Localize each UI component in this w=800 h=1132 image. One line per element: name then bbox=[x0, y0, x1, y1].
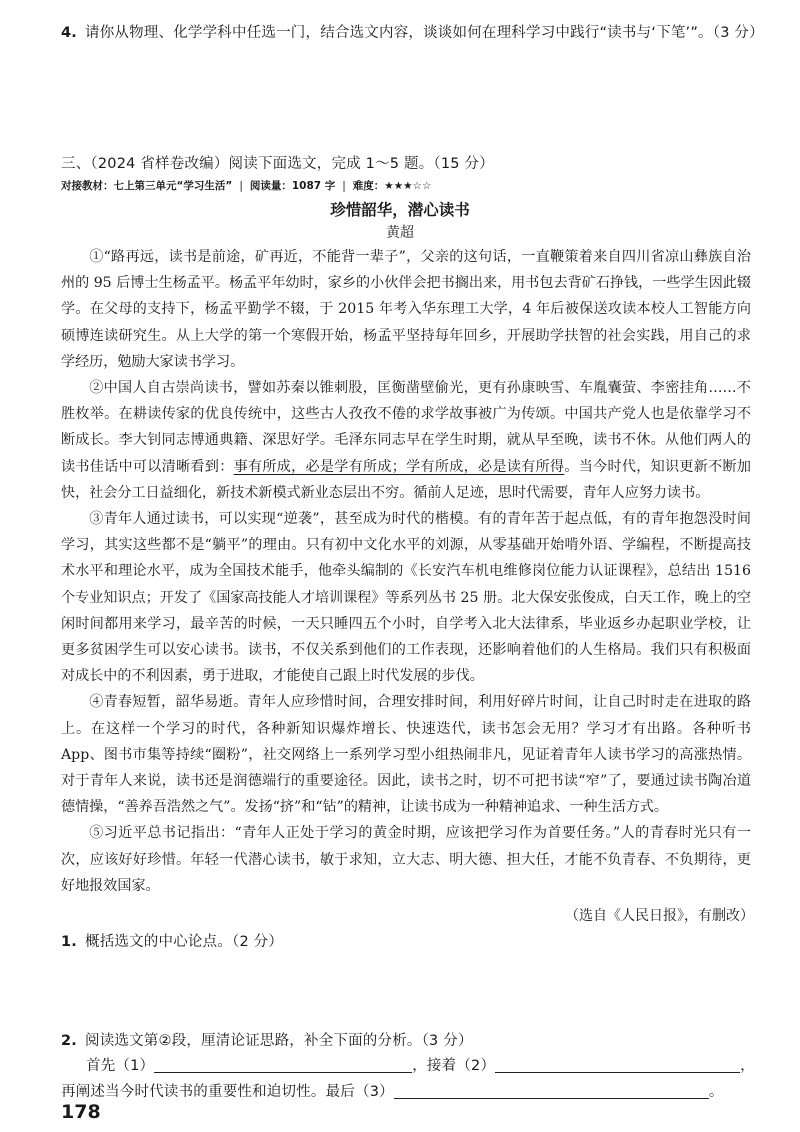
line-end-punct: 。 bbox=[708, 1084, 724, 1100]
meta-separator: | bbox=[342, 180, 346, 192]
section-heading: 三、（2024 省样卷改编）阅读下面选文，完成 1～5 题。（15 分） bbox=[61, 156, 494, 172]
question-2-line-1 bbox=[86, 1054, 755, 1075]
question-4 bbox=[61, 21, 764, 42]
article-source: （选自《人民日报》，有删改） bbox=[565, 908, 754, 924]
meta-line bbox=[61, 178, 431, 193]
answer-blank-3[interactable] bbox=[394, 1084, 709, 1099]
paragraph-2 bbox=[61, 375, 751, 506]
page-number: 178 bbox=[61, 1101, 101, 1123]
question-number: 4. bbox=[61, 25, 77, 41]
article-author: 黄超 bbox=[386, 225, 414, 241]
question-text: 阅读选文第②段，厘清论证思路，补全下面的分析。（3 分） bbox=[85, 1033, 473, 1049]
article-title: 珍惜韶华，潜心读书 bbox=[330, 200, 470, 219]
paragraph-1: ①“路再远，读书是前途，矿再近，不能背一辈子”，父亲的这句话，一直鞭策着来自四川省凉山彝族自治州的 95 后博士生杨孟平。杨孟平年幼时，家乡的小伙伴会把书搁出来，用书包去背矿石挣钱，一些学生因此辍学。在父母的支持下，杨孟平勤学不辍，于 2015 年考入华东理工大学，4 年后被保送攻读本校人工智能方向硕博连读研究生。从上大学的第一个寒假开始，杨孟平坚持每年回乡，开展助学扶智的社会实践，用自己的求学经历，勉励大家读书学习。 bbox=[61, 249, 751, 370]
meta-separator: | bbox=[239, 180, 243, 192]
question-text: 请你从物理、化学学科中任选一门，结合选文内容，谈谈如何在理科学习中践行“读书与‘下笔’”。（3 分） bbox=[85, 25, 764, 41]
blank-2-label: ，接着（2） bbox=[412, 1058, 496, 1074]
blank-3-label: 再阐述当今时代读书的重要性和迫切性。最后（3） bbox=[61, 1084, 394, 1100]
paragraph-5: ⑤习近平总书记指出：“青年人正处于学习的黄金时期，应该把学习作为首要任务。”人的青春时光只有一次，应该好好珍惜。年轻一代潜心读书，敏于求知，立大志、明大德、担大任，才能不负青春、不负期待，更好地报效国家。 bbox=[61, 825, 751, 894]
question-2 bbox=[61, 1029, 473, 1050]
answer-blank-1[interactable] bbox=[154, 1058, 412, 1073]
question-number: 1. bbox=[61, 934, 77, 950]
paragraph-2-part-b: 。当今时代，知识更新不断加快，社会分工日益细化，新技术新模式新业态层出不穷。循前人足迹，思时代需要，青年人应努力读书。 bbox=[61, 458, 752, 501]
blank-1-label: 首先（1） bbox=[86, 1058, 155, 1074]
question-1 bbox=[61, 930, 283, 951]
question-number: 2. bbox=[61, 1033, 77, 1049]
question-2-line-2 bbox=[61, 1080, 724, 1101]
meta-reading: 阅读量：1087 字 bbox=[249, 180, 336, 192]
paragraph-4: ④青春短暂，韶华易逝。青年人应珍惜时间，合理安排时间，利用好碎片时间，让自己时时走在进取的路上。在这样一个学习的时代，各种新知识爆炸增长、快速迭代，读书怎会无用？学习才有出路。各种听书 App、图书市集等持续“圈粉”，社交网络上一系列学习型小组热闹非凡，见证着青年人读书学习的高涨热情。对于青年人来说，读书还是润德端行的重要途径。因此，读书之时，切不可把书读“窄”了，要通过读书陶冶道德情操，“善养吾浩然之气”。发扬“挤”和“钻”的精神，让读书成为一种精神追求、一种生活方式。 bbox=[61, 694, 751, 816]
answer-blank-2[interactable] bbox=[495, 1058, 740, 1073]
line-end-punct: ， bbox=[740, 1058, 755, 1074]
meta-difficulty-label: 难度： bbox=[352, 180, 385, 192]
paragraph-2-part-a: ②中国人自古崇尚读书，譬如苏秦以锥刺股，匡衡凿壁偷光，更有孙康映雪、车胤囊萤、李密挂角……不胜枚举。在耕读传家的优良传统中，这些古人孜孜不倦的求学故事被广为传颂。中国共产党人也是依靠学习不断成长。李大钊同志博通典籍、深思好学。毛泽东同志早在学生时期，就从早至晚，读书不休。从他们两人的读书佳话中可以清晰看到： bbox=[61, 380, 751, 475]
meta-textbook: 对接教材：七上第三单元“学习生活” bbox=[61, 180, 233, 192]
question-text: 概括选文的中心论点。（2 分） bbox=[85, 934, 284, 950]
article-body bbox=[61, 244, 751, 899]
difficulty-stars: ★★★☆☆ bbox=[384, 180, 432, 192]
paragraph-3: ③青年人通过读书，可以实现“逆袭”，甚至成为时代的楷模。有的青年苦于起点低，有的青年抱怨没时间学习，其实这些都不是“躺平”的理由。只有初中文化水平的刘源，从零基础开始啃外语、学编程，不断提高技术水平和理论水平，成为全国技术能手，他牵头编制的《长安汽车机电维修岗位能力认证课程》，总结出 1516 个专业知识点；开发了《国家高技能人才培训课程》等系列丛书 25 册。北大保安张俊成，白天工作，晚上的空闲时间都用来学习，最辛苦的时候，一天只睡四五个小时，自学考入北大法律系，毕业返乡办起职业学校，让更多贫困学生可以安心读书。读书，不仅关系到他们的工作表现，还影响着他们的人生格局。我们只有积极面对成长中的不利因素，勇于进取，才能使自己跟上时代发展的步伐。 bbox=[61, 511, 751, 685]
underlined-sentence: 事有所成，必是学有所成；学有所成，必是读有所得 bbox=[233, 458, 565, 475]
